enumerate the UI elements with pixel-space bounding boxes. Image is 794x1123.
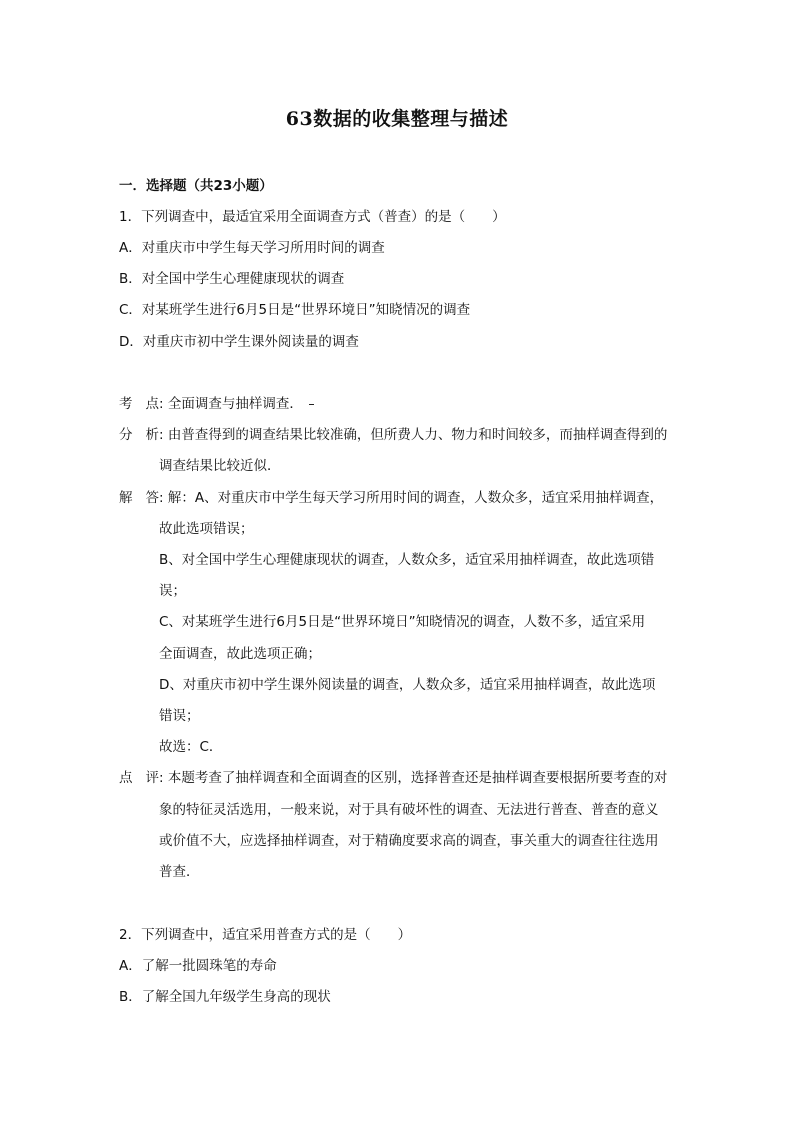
- dianping-line-3: 或价值不大，应选择抽样调查，对于精确度要求高的调查，事关重大的调查往往选用: [159, 833, 659, 849]
- jieda-line-2: 故此选项错误；: [159, 521, 254, 537]
- question-2-option-a: A．了解一批圆珠笔的寿命: [119, 958, 277, 974]
- dianping-line-4: 普查．: [159, 864, 200, 880]
- question-2-option-b: B．了解全国九年级学生身高的现状: [119, 989, 331, 1005]
- fenxi-row: 分析: 由普查得到的调查结果比较准确，但所费人力、物力和时间较多，而抽样调查得到的: [119, 427, 668, 443]
- jieda-line-8: 错误；: [159, 708, 200, 724]
- dianping-line-2: 象的特征灵活选用，一般来说，对于具有破坏性的调查、无法进行普查、普查的意义: [159, 802, 659, 818]
- jieda-label: 解答: [119, 490, 159, 506]
- question-1-option-a: A．对重庆市中学生每天学习所用时间的调查: [119, 240, 385, 256]
- jieda-line-4: 误；: [159, 583, 186, 599]
- jieda-line-1: 解：A、对重庆市中学生每天学习所用时间的调查，人数众多，适宜采用抽样调查，: [167, 490, 664, 506]
- jieda-line-3: B、对全国中学生心理健康现状的调查，人数众多，适宜采用抽样调查，故此选项错: [159, 552, 655, 568]
- question-1-stem: 1．下列调查中，最适宜采用全面调查方式（普查）的是（ ）: [119, 209, 506, 225]
- kaodian-label: 考点: [119, 396, 159, 412]
- jieda-line-7: D、对重庆市初中学生课外阅读量的调查，人数众多，适宜采用抽样调查，故此选项: [159, 677, 656, 693]
- dianping-line-1: 本题考查了抽样调查和全面调查的区别，选择普查还是抽样调查要根据所要考查的对: [167, 770, 668, 786]
- fenxi-line-1: 由普查得到的调查结果比较准确，但所费人力、物力和时间较多，而抽样调查得到的: [167, 427, 668, 443]
- question-1-option-b: B．对全国中学生心理健康现状的调查: [119, 271, 345, 287]
- jieda-row: 解答: 解：A、对重庆市中学生每天学习所用时间的调查，人数众多，适宜采用抽样调查，: [119, 490, 664, 506]
- page-title: 63数据的收集整理与描述: [285, 108, 509, 130]
- jieda-line-5: C、对某班学生进行6月5日是“世界环境日”知晓情况的调查，人数不多，适宜采用: [159, 614, 646, 630]
- dianping-label: 点评: [119, 770, 159, 786]
- question-2-stem: 2．下列调查中，适宜采用普查方式的是（ ）: [119, 927, 412, 943]
- section-heading: 一．选择题（共23小题）: [119, 178, 273, 194]
- underline-mark: [309, 404, 314, 405]
- jieda-line-9: 故选：C．: [159, 739, 223, 755]
- question-1-option-c: C．对某班学生进行6月5日是“世界环境日”知晓情况的调查: [119, 302, 471, 318]
- dianping-row: 点评: 本题考查了抽样调查和全面调查的区别，选择普查还是抽样调查要根据所要考查的对: [119, 770, 668, 786]
- fenxi-label: 分析: [119, 427, 159, 443]
- fenxi-line-2: 调查结果比较近似．: [159, 458, 281, 474]
- kaodian-row: 考点: 全面调查与抽样调查．: [119, 395, 314, 413]
- jieda-line-6: 全面调查，故此选项正确；: [159, 646, 321, 662]
- question-1-option-d: D．对重庆市初中学生课外阅读量的调查: [119, 334, 359, 350]
- kaodian-text: 全面调查与抽样调查．: [167, 396, 303, 412]
